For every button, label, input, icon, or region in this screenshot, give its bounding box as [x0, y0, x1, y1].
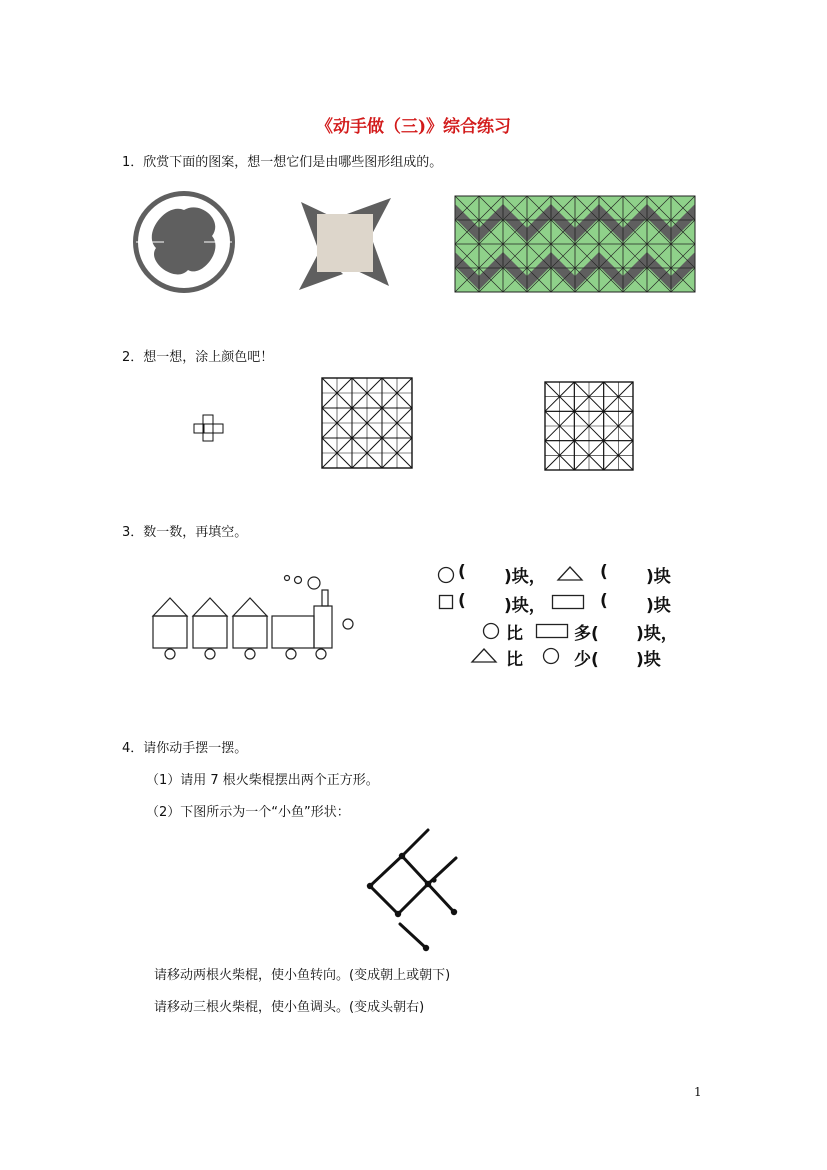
question-2: 2．想一想，涂上颜色吧！ [122, 350, 274, 365]
page-title: 《动手做（三)》综合练习 [315, 117, 512, 137]
triangle-shape-icon [556, 564, 584, 582]
paren-open: ( [600, 591, 608, 611]
answer-blank-rectangle[interactable] [614, 595, 646, 613]
answer-blank-compare-more[interactable] [610, 622, 638, 640]
answer-blank-compare-less[interactable] [610, 648, 638, 666]
small-cross-shape [193, 414, 225, 442]
train-figure [150, 574, 360, 664]
block-count-text: )块 [646, 567, 671, 587]
figure-zigzag-band [455, 196, 695, 292]
square-shape-icon [438, 594, 454, 610]
triangle-shape-icon [470, 646, 498, 664]
compare-word: 比 [506, 650, 523, 670]
circle-shape-icon [542, 647, 560, 665]
circle-shape-icon [437, 566, 455, 584]
figure-square-pinwheel [297, 196, 393, 292]
block-count-text: )块， [504, 567, 546, 587]
block-count-text: )块， [636, 624, 678, 644]
coloring-grid-right[interactable] [544, 382, 634, 470]
block-count-text: )块 [636, 650, 661, 670]
paren-open: ( [458, 562, 466, 582]
rectangle-shape-icon [535, 623, 569, 639]
paren-open: ( [458, 591, 466, 611]
question-4-part-1: （1）请用 7 根火柴棍摆出两个正方形。 [146, 773, 379, 788]
compare-word: 比 [506, 624, 523, 644]
question-3: 3．数一数，再填空。 [122, 525, 248, 540]
more-word: 多( [574, 624, 599, 644]
question-1: 1．欣赏下面的图案，想一想它们是由哪些图形组成的。 [122, 155, 443, 170]
rectangle-shape-icon [551, 594, 585, 610]
page-number: 1 [694, 1085, 702, 1099]
paren-open: ( [600, 562, 608, 582]
answer-blank-circle[interactable] [472, 566, 508, 584]
matchstick-fish-figure [362, 826, 462, 952]
question-4-task-b: 请移动三根火柴棍，使小鱼调头。(变成头朝右) [154, 1000, 425, 1015]
question-4: 4．请你动手摆一摆。 [122, 741, 248, 756]
coloring-grid-left[interactable] [322, 378, 412, 468]
block-count-text: )块， [504, 596, 546, 616]
answer-blank-triangle[interactable] [614, 566, 646, 584]
less-word: 少( [574, 650, 599, 670]
question-4-part-2: （2）下图所示为一个“小鱼”形状： [146, 805, 350, 820]
block-count-text: )块 [646, 596, 671, 616]
answer-blank-square[interactable] [472, 595, 508, 613]
question-4-task-a: 请移动两根火柴棍，使小鱼转向。(变成朝上或朝下) [154, 968, 451, 983]
circle-shape-icon [482, 622, 500, 640]
figure-circle-pattern [132, 190, 236, 294]
